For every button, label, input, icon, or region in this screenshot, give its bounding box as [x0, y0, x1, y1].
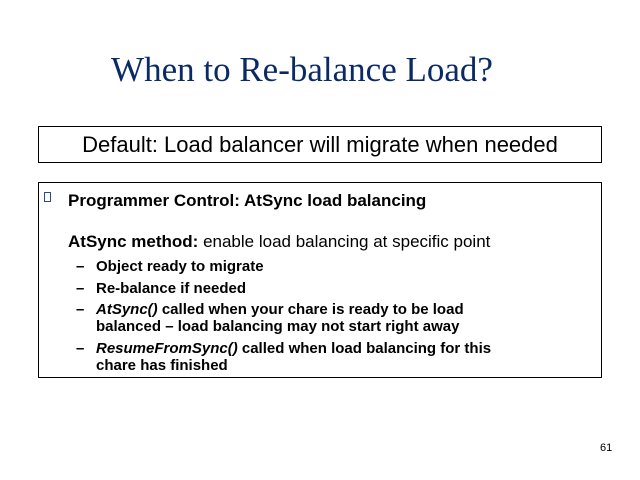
list-item-text: Object ready to migrate — [96, 258, 264, 275]
list-item-rest: called when load balancing for this — [237, 340, 492, 357]
default-callout-box: Default: Load balancer will migrate when needed — [38, 126, 602, 163]
page-number: 61 — [600, 442, 613, 454]
section-heading: Programmer Control: AtSync load balancing — [68, 191, 427, 210]
method-label: AtSync method: — [68, 232, 199, 251]
bullet-icon — [44, 192, 51, 202]
list-item-text — [96, 301, 464, 318]
list-item-text — [96, 340, 491, 357]
dash-marker: – — [76, 340, 85, 357]
slide-title: When to Re-balance Load? — [111, 50, 493, 89]
dash-marker: – — [76, 258, 85, 275]
list-item-text: chare has finished — [96, 357, 228, 374]
function-name: AtSync() — [96, 301, 158, 318]
dash-marker: – — [76, 280, 85, 297]
function-name: ResumeFromSync() — [96, 340, 238, 357]
list-item-text: Re-balance if needed — [96, 280, 247, 297]
method-description — [68, 232, 490, 252]
list-item-rest: called when your chare is ready to be load — [157, 301, 464, 318]
dash-marker: – — [76, 301, 85, 318]
list-item-text: balanced – load balancing may not start right away — [96, 318, 460, 335]
method-text: enable load balancing at specific point — [198, 232, 491, 251]
